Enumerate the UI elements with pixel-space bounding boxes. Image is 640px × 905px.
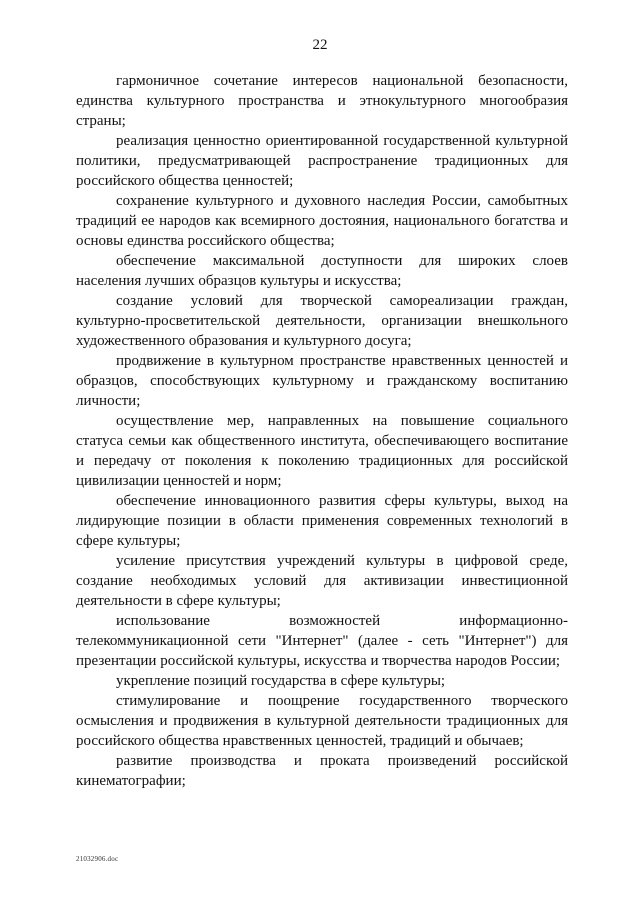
paragraph: усиление присутствия учреждений культуры в цифровой среде, создание необходимых условий для активизации инвестиционной деятельности в сфере культуры; bbox=[76, 553, 568, 609]
paragraph: гармоничное сочетание интересов национальной безопасности, единства культурного пространства и этнокультурного многообразия страны; bbox=[76, 73, 568, 129]
body-text bbox=[76, 71, 568, 791]
paragraph: продвижение в культурном пространстве нравственных ценностей и образцов, способствующих культурному и гражданскому воспитанию личности; bbox=[76, 353, 568, 409]
paragraph: осуществление мер, направленных на повышение социального статуса семьи как общественного института, обеспечивающего воспитание и передачу от поколения к поколению традиционных для российской цивилизации ценностей и норм; bbox=[76, 413, 568, 489]
paragraph: обеспечение инновационного развития сферы культуры, выход на лидирующие позиции в области применения современных технологий в сфере культуры; bbox=[76, 493, 568, 549]
paragraph: укрепление позиций государства в сфере культуры; bbox=[116, 673, 446, 689]
file-name-footer: 21032906.doc bbox=[76, 855, 119, 863]
paragraph: реализация ценностно ориентированной государственной культурной политики, предусматривающей распространение традиционных для российского общества ценностей; bbox=[76, 133, 568, 189]
paragraph: сохранение культурного и духовного наследия России, самобытных традиций ее народов как всемирного достояния, национального богатства и основы единства российского общества; bbox=[76, 193, 568, 249]
page-number: 22 bbox=[312, 37, 328, 53]
paragraph: развитие производства и проката произведений российской кинематографии; bbox=[76, 753, 568, 789]
paragraph: обеспечение максимальной доступности для широких слоев населения лучших образцов культуры и искусства; bbox=[76, 253, 568, 289]
paragraph: стимулирование и поощрение государственного творческого осмысления и продвижения в культурной деятельности традиционных для российского общества нравственных ценностей, традиций и обычаев; bbox=[76, 693, 568, 749]
paragraph: создание условий для творческой самореализации граждан, культурно-просветительской деятельности, организации внешкольного художественного образования и культурного досуга; bbox=[76, 293, 568, 349]
paragraph: использование возможностей информационно-телекоммуникационной сети "Интернет" (далее - сеть "Интернет") для презентации российской культуры, искусства и творчества народов России; bbox=[76, 613, 568, 669]
